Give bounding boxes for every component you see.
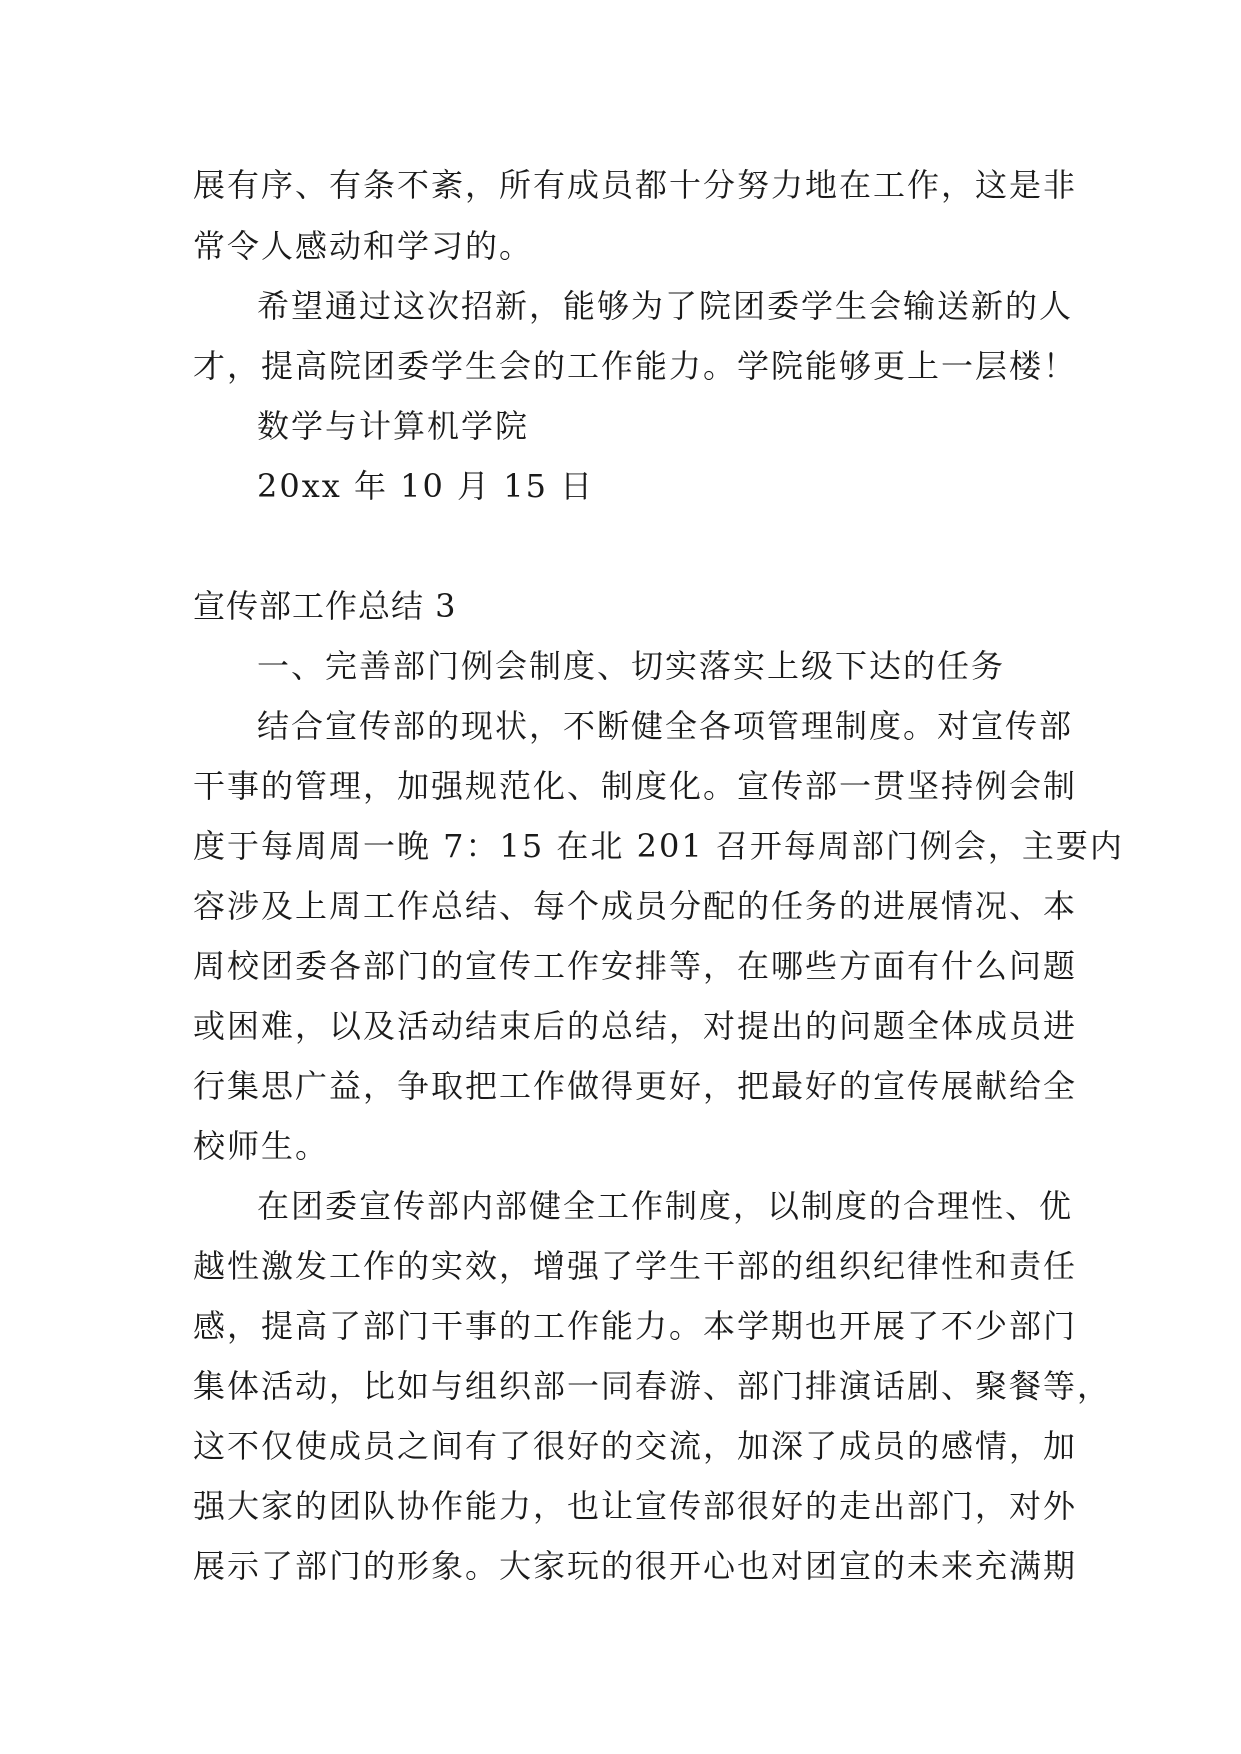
subsection-heading: 一、完善部门例会制度、切实落实上级下达的任务 <box>257 647 1006 685</box>
text-line: 干事的管理，加强规范化、制度化。宣传部一贯坚持例会制 <box>193 767 1078 805</box>
text-line: 容涉及上周工作总结、每个成员分配的任务的进展情况、本 <box>193 887 1078 925</box>
text-line: 结合宣传部的现状，不断健全各项管理制度。对宣传部 <box>257 707 1074 745</box>
text-line: 这不仅使成员之间有了很好的交流，加深了成员的感情，加 <box>193 1427 1078 1465</box>
text-line: 常令人感动和学习的。 <box>193 227 534 265</box>
text-line: 行集思广益，争取把工作做得更好，把最好的宣传展献给全 <box>193 1067 1078 1105</box>
text-line: 集体活动，比如与组织部一同春游、部门排演话剧、聚餐等， <box>193 1367 1112 1405</box>
signature-institution: 数学与计算机学院 <box>257 407 530 445</box>
text-line: 周校团委各部门的宣传工作安排等，在哪些方面有什么问题 <box>193 947 1078 985</box>
text-line: 越性激发工作的实效，增强了学生干部的组织纪律性和责任 <box>193 1247 1078 1285</box>
text-line: 感，提高了部门干事的工作能力。本学期也开展了不少部门 <box>193 1307 1078 1345</box>
text-line: 希望通过这次招新，能够为了院团委学生会输送新的人 <box>257 287 1074 325</box>
text-line: 或困难，以及活动结束后的总结，对提出的问题全体成员进 <box>193 1007 1078 1045</box>
text-line: 在团委宣传部内部健全工作制度，以制度的合理性、优 <box>257 1187 1074 1225</box>
text-line: 展示了部门的形象。大家玩的很开心也对团宣的未来充满期 <box>193 1547 1078 1585</box>
text-line: 校师生。 <box>193 1127 330 1165</box>
text-line: 度于每周周一晚 7：15 在北 201 召开每周部门例会，主要内 <box>193 827 1124 865</box>
text-line: 强大家的团队协作能力，也让宣传部很好的走出部门，对外 <box>193 1487 1078 1525</box>
text-line: 展有序、有条不紊，所有成员都十分努力地在工作，这是非 <box>193 166 1078 204</box>
text-line: 才，提高院团委学生会的工作能力。学院能够更上一层楼！ <box>193 347 1078 385</box>
signature-date: 20xx 年 10 月 15 日 <box>257 467 595 505</box>
section-title: 宣传部工作总结 3 <box>193 587 457 625</box>
